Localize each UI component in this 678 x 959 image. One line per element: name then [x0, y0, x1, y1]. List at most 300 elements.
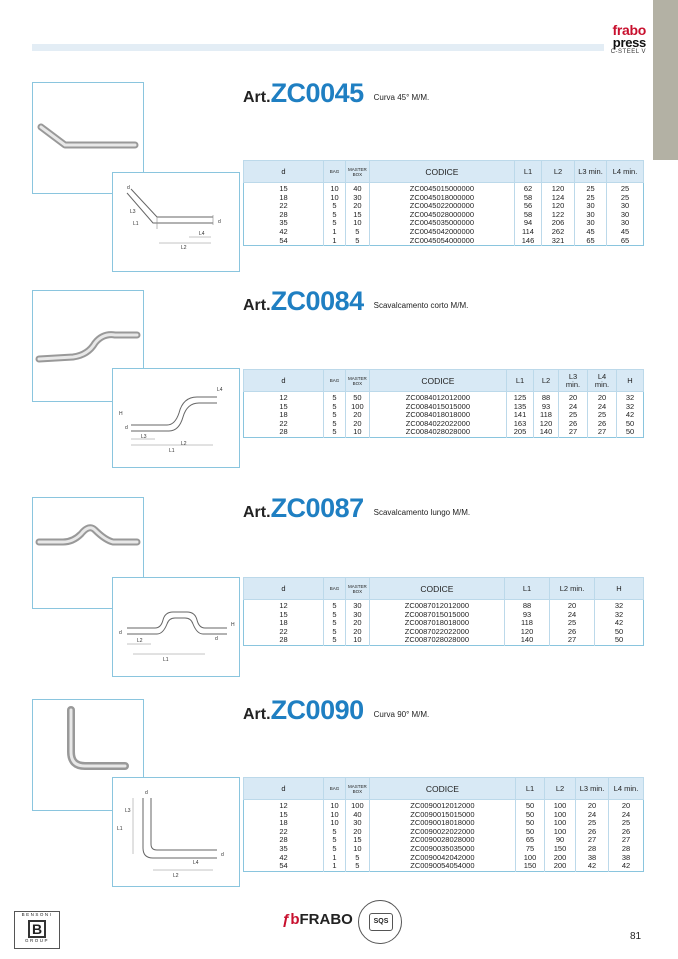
table-cell: ZC0045022000000 — [369, 202, 514, 211]
col-header: MASTER BOX — [346, 778, 370, 800]
table-cell: 5 — [324, 211, 346, 220]
table-cell: 150 — [545, 845, 576, 854]
table-cell: 124 — [542, 194, 575, 203]
col-header: L3 min. — [559, 370, 588, 392]
table-cell: 146 — [515, 237, 542, 246]
table-cell: 12 — [279, 393, 288, 402]
table-cell: 22 — [279, 201, 288, 211]
table-cell: 26 — [576, 828, 609, 837]
table-cell: 200 — [545, 854, 576, 863]
art-prefix: Art. — [243, 504, 271, 521]
table-cell: 120 — [542, 202, 575, 211]
spec-table-zc0084 — [243, 369, 644, 438]
table-cell: 93 — [505, 611, 550, 620]
table-cell: 30 — [346, 194, 370, 203]
table-cell: 25 — [588, 411, 617, 420]
table-cell: 65 — [607, 237, 644, 246]
table-cell: 75 — [516, 845, 545, 854]
table-cell: 118 — [505, 619, 550, 628]
table-cell: 100 — [545, 811, 576, 820]
table-cell: ZC0045035000000 — [369, 219, 514, 228]
table-cell: 88 — [534, 392, 559, 403]
table-cell: ZC0045054000000 — [369, 237, 514, 246]
dim-label: d — [127, 185, 130, 191]
table-cell: 27 — [550, 636, 595, 645]
dim-label: L1 — [163, 657, 169, 663]
col-header: CODICE — [369, 778, 515, 800]
col-header: L4 min. — [607, 161, 644, 183]
table-cell: ZC0084018018000 — [369, 411, 506, 420]
dim-label: d — [119, 630, 122, 636]
table-cell: 141 — [507, 411, 534, 420]
table-cell: 140 — [505, 636, 550, 645]
technical-drawing-zc0087 — [112, 577, 240, 677]
table-cell: 42 — [617, 411, 644, 420]
table-cell: 50 — [516, 819, 545, 828]
table-cell: 22 — [279, 418, 288, 428]
table-cell: 118 — [534, 411, 559, 420]
table-cell: 26 — [609, 828, 644, 837]
table-cell: 135 — [507, 403, 534, 412]
table-cell: 5 — [324, 628, 346, 637]
dim-label: L4 — [199, 231, 205, 237]
col-header: BAG — [324, 578, 346, 600]
table-row — [244, 862, 644, 871]
table-cell: 10 — [324, 811, 346, 820]
col-header: BAG — [324, 370, 346, 392]
table-cell: 5 — [324, 845, 346, 854]
table-cell: 10 — [324, 194, 346, 203]
group-logo-top: BENSONI — [21, 912, 53, 917]
dim-label: L3 — [130, 209, 136, 215]
table-cell: 20 — [346, 202, 370, 211]
table-body — [244, 600, 644, 646]
table-cell: 25 — [609, 819, 644, 828]
frabo-logo — [282, 911, 353, 928]
table-cell: ZC0087018018000 — [369, 619, 504, 628]
table-cell: 12 — [279, 801, 288, 810]
col-header: L2 — [545, 778, 576, 800]
article-code: ZC0045 — [270, 78, 364, 108]
table-cell: 32 — [595, 600, 644, 611]
table-cell: ZC0090028028000 — [369, 836, 515, 845]
col-header: MASTER BOX — [346, 161, 370, 183]
article-description: Scavalcamento lungo M/M. — [373, 508, 471, 517]
table-cell: 20 — [559, 392, 588, 403]
table-cell: 88 — [505, 600, 550, 611]
table-cell: 10 — [324, 819, 346, 828]
table-cell: 26 — [559, 420, 588, 429]
dim-label: L2 — [137, 638, 143, 644]
table-cell: 30 — [575, 202, 607, 211]
table-cell: 40 — [346, 183, 370, 194]
col-header: CODICE — [369, 161, 514, 183]
table-body — [244, 183, 644, 246]
col-header: L2 min. — [550, 578, 595, 600]
table-cell: 58 — [515, 194, 542, 203]
table-cell: 20 — [346, 411, 370, 420]
table-cell: 100 — [346, 403, 370, 412]
table-cell: 206 — [542, 219, 575, 228]
table-cell: 38 — [609, 854, 644, 863]
table-cell: 24 — [550, 611, 595, 620]
dim-label: d — [221, 852, 224, 858]
table-cell: 50 — [617, 420, 644, 429]
table-cell: 24 — [559, 403, 588, 412]
dim-label: d — [145, 790, 148, 796]
technical-drawing-zc0045 — [112, 172, 240, 272]
table-cell: 30 — [575, 211, 607, 220]
dim-label: H — [119, 411, 123, 417]
table-cell: 5 — [324, 428, 346, 437]
table-cell: ZC0087028028000 — [369, 636, 504, 645]
table-cell: 30 — [346, 819, 370, 828]
table-cell: 25 — [607, 194, 644, 203]
col-header: BAG — [324, 778, 346, 800]
table-cell: 27 — [609, 836, 644, 845]
table-cell: 90 — [545, 836, 576, 845]
table-cell: 45 — [575, 228, 607, 237]
col-header: L1 — [516, 778, 545, 800]
group-logo — [14, 911, 60, 949]
table-cell: 5 — [346, 854, 370, 863]
table-cell: 50 — [595, 628, 644, 637]
col-header: d — [244, 370, 324, 392]
table-cell: 163 — [507, 420, 534, 429]
col-header: L3 min. — [576, 778, 609, 800]
section-title-zc0087 — [243, 493, 470, 524]
table-cell: ZC0045028000000 — [369, 211, 514, 220]
table-cell: 321 — [542, 237, 575, 246]
spec-table-zc0045 — [243, 160, 644, 246]
table-cell: 35 — [279, 843, 288, 853]
table-cell: ZC0090022022000 — [369, 828, 515, 837]
table-cell: ZC0090035035000 — [369, 845, 515, 854]
col-header: H — [617, 370, 644, 392]
group-logo-letter: B — [28, 920, 46, 938]
table-cell: 150 — [516, 862, 545, 871]
spec-table-zc0090 — [243, 777, 644, 872]
dim-label: L1 — [117, 826, 123, 832]
table-cell: 28 — [279, 209, 288, 219]
table-cell: 25 — [576, 819, 609, 828]
table-cell: 10 — [346, 845, 370, 854]
top-header-bar — [32, 44, 604, 51]
table-cell: 18 — [279, 618, 288, 628]
table-cell: 50 — [595, 636, 644, 645]
technical-drawing-zc0084 — [112, 368, 240, 468]
table-cell: 30 — [575, 219, 607, 228]
table-cell: 18 — [279, 818, 288, 828]
table-cell: 114 — [515, 228, 542, 237]
col-header: CODICE — [369, 370, 506, 392]
table-cell: 5 — [324, 392, 346, 403]
table-cell: 5 — [324, 420, 346, 429]
spec-table-zc0087 — [243, 577, 644, 646]
table-row — [244, 800, 644, 811]
table-row — [244, 392, 644, 403]
technical-drawing-zc0090 — [112, 777, 240, 887]
table-cell: 45 — [607, 228, 644, 237]
table-cell: 32 — [595, 611, 644, 620]
table-cell: 56 — [515, 202, 542, 211]
table-cell: 22 — [279, 826, 288, 836]
brand-line2: press — [612, 35, 646, 50]
table-cell: 65 — [575, 237, 607, 246]
table-cell: 50 — [346, 392, 370, 403]
table-cell: 35 — [279, 218, 288, 228]
table-cell: 1 — [324, 237, 346, 246]
table-cell: 120 — [505, 628, 550, 637]
table-cell: 50 — [617, 428, 644, 437]
article-description: Curva 45° M/M. — [373, 93, 430, 102]
table-cell: ZC0084015015000 — [369, 403, 506, 412]
dim-label: L2 — [173, 873, 179, 879]
table-cell: 5 — [324, 636, 346, 645]
table-cell: 50 — [516, 828, 545, 837]
article-code: ZC0084 — [270, 286, 364, 316]
seal-text: SQS — [369, 913, 393, 931]
table-cell: 28 — [279, 427, 288, 437]
table-body — [244, 800, 644, 872]
table-cell: ZC0090054054000 — [369, 862, 515, 871]
dim-label: L3 — [141, 434, 147, 440]
article-description: Curva 90° M/M. — [373, 710, 430, 719]
table-cell: ZC0087015015000 — [369, 611, 504, 620]
dim-label: L4 — [193, 860, 199, 866]
table-row — [244, 636, 644, 645]
table-cell: 25 — [559, 411, 588, 420]
article-code: ZC0087 — [270, 493, 364, 523]
table-row — [244, 237, 644, 246]
col-header: d — [244, 161, 324, 183]
table-cell: 5 — [346, 862, 370, 871]
table-cell: 12 — [279, 601, 288, 610]
dim-label: L2 — [181, 441, 187, 447]
table-cell: 30 — [607, 202, 644, 211]
art-prefix: Art. — [243, 297, 271, 314]
table-cell: 22 — [279, 626, 288, 636]
table-cell: 26 — [588, 420, 617, 429]
table-cell: 15 — [279, 184, 288, 193]
dim-label: d — [215, 636, 218, 642]
table-cell: ZC0090042042000 — [369, 854, 515, 863]
table-cell: 20 — [346, 628, 370, 637]
col-header: CODICE — [369, 578, 504, 600]
table-cell: 5 — [324, 202, 346, 211]
art-prefix: Art. — [243, 89, 271, 106]
table-cell: ZC0084022022000 — [369, 420, 506, 429]
table-cell: ZC0045015000000 — [369, 183, 514, 194]
table-cell: 1 — [324, 854, 346, 863]
table-body — [244, 392, 644, 438]
table-cell: 20 — [576, 800, 609, 811]
table-cell: 5 — [324, 600, 346, 611]
art-prefix: Art. — [243, 706, 271, 723]
group-logo-bottom: GROUP — [24, 938, 49, 943]
dim-label: L1 — [169, 448, 175, 454]
table-cell: 26 — [550, 628, 595, 637]
table-cell: 5 — [324, 611, 346, 620]
table-cell: 10 — [346, 636, 370, 645]
table-cell: 100 — [545, 800, 576, 811]
table-cell: 5 — [324, 828, 346, 837]
table-cell: 54 — [279, 861, 288, 871]
table-cell: 20 — [588, 392, 617, 403]
table-cell: 24 — [576, 811, 609, 820]
table-cell: 65 — [516, 836, 545, 845]
table-cell: 122 — [542, 211, 575, 220]
table-row — [244, 600, 644, 611]
table-cell: 28 — [609, 845, 644, 854]
table-cell: 120 — [534, 420, 559, 429]
table-cell: 58 — [515, 211, 542, 220]
table-cell: 50 — [516, 800, 545, 811]
table-cell: 20 — [346, 420, 370, 429]
frabo-mark-icon: ƒb — [282, 911, 300, 928]
section-title-zc0090 — [243, 695, 429, 726]
table-cell: 50 — [516, 811, 545, 820]
table-cell: 28 — [279, 635, 288, 645]
table-cell: 15 — [279, 401, 288, 411]
col-header: L1 — [507, 370, 534, 392]
table-cell: 38 — [576, 854, 609, 863]
table-cell: 27 — [588, 428, 617, 437]
table-cell: 30 — [607, 211, 644, 220]
table-cell: 30 — [607, 219, 644, 228]
table-cell: ZC0084028028000 — [369, 428, 506, 437]
table-cell: ZC0087022022000 — [369, 628, 504, 637]
dim-label: L1 — [133, 221, 139, 227]
table-cell: 100 — [545, 828, 576, 837]
table-cell: 40 — [346, 811, 370, 820]
table-cell: 262 — [542, 228, 575, 237]
table-cell: 10 — [346, 428, 370, 437]
table-cell: 25 — [575, 183, 607, 194]
table-row — [244, 183, 644, 194]
table-cell: ZC0045018000000 — [369, 194, 514, 203]
brand-logo — [586, 24, 646, 56]
col-header: L4 min. — [609, 778, 644, 800]
table-cell: 15 — [346, 836, 370, 845]
article-code: ZC0090 — [270, 695, 364, 725]
brand-line1: frabo — [612, 22, 646, 38]
table-cell: 10 — [346, 219, 370, 228]
dim-label: d — [218, 219, 221, 225]
table-cell: 18 — [279, 192, 288, 202]
certification-seal — [358, 900, 402, 944]
table-cell: 1 — [324, 228, 346, 237]
col-header: MASTER BOX — [346, 578, 370, 600]
table-cell: 100 — [545, 819, 576, 828]
table-cell: 28 — [576, 845, 609, 854]
table-cell: ZC0045042000000 — [369, 228, 514, 237]
side-tab — [653, 0, 678, 160]
col-header: L1 — [505, 578, 550, 600]
table-cell: 30 — [346, 600, 370, 611]
table-cell: 5 — [324, 619, 346, 628]
col-header: L3 min. — [575, 161, 607, 183]
table-cell: 42 — [609, 862, 644, 871]
col-header: L1 — [515, 161, 542, 183]
col-header: L2 — [542, 161, 575, 183]
table-cell: 205 — [507, 428, 534, 437]
table-cell: 10 — [324, 800, 346, 811]
table-cell: 54 — [279, 235, 288, 245]
table-cell: 5 — [346, 228, 370, 237]
table-cell: 5 — [324, 411, 346, 420]
table-cell: 5 — [346, 237, 370, 246]
table-cell: 5 — [324, 836, 346, 845]
article-description: Scavalcamento corto M/M. — [373, 301, 469, 310]
table-cell: 94 — [515, 219, 542, 228]
table-cell: 42 — [595, 619, 644, 628]
frabo-logo-text: FRABO — [299, 911, 353, 928]
table-cell: 25 — [575, 194, 607, 203]
table-cell: 18 — [279, 410, 288, 420]
table-cell: 20 — [346, 828, 370, 837]
table-cell: 1 — [324, 862, 346, 871]
dim-label: L3 — [125, 808, 131, 814]
dim-label: L2 — [181, 245, 187, 251]
table-cell: 62 — [515, 183, 542, 194]
table-cell: ZC0090015015000 — [369, 811, 515, 820]
table-cell: 125 — [507, 392, 534, 403]
table-cell: 10 — [324, 183, 346, 194]
table-cell: 32 — [617, 392, 644, 403]
dim-label: d — [125, 425, 128, 431]
section-title-zc0045 — [243, 78, 429, 109]
brand-line3: C-STEEL V — [610, 49, 646, 55]
table-cell: 20 — [346, 619, 370, 628]
table-cell: 24 — [588, 403, 617, 412]
table-cell: 30 — [346, 611, 370, 620]
table-cell: 120 — [542, 183, 575, 194]
table-cell: 200 — [545, 862, 576, 871]
table-cell: 15 — [346, 211, 370, 220]
col-header: BAG — [324, 161, 346, 183]
col-header: d — [244, 778, 324, 800]
table-cell: 100 — [516, 854, 545, 863]
table-cell: 42 — [279, 226, 288, 236]
table-cell: 15 — [279, 609, 288, 619]
col-header: MASTER BOX — [346, 370, 370, 392]
table-cell: 93 — [534, 403, 559, 412]
table-row — [244, 428, 644, 437]
dim-label: L4 — [217, 387, 223, 393]
table-cell: 5 — [324, 219, 346, 228]
table-cell: 25 — [550, 619, 595, 628]
table-cell: 27 — [559, 428, 588, 437]
table-cell: 100 — [346, 800, 370, 811]
table-cell: 32 — [617, 403, 644, 412]
col-header: L2 — [534, 370, 559, 392]
table-cell: 42 — [576, 862, 609, 871]
section-title-zc0084 — [243, 286, 468, 317]
table-cell: 5 — [324, 403, 346, 412]
table-cell: 27 — [576, 836, 609, 845]
table-cell: 25 — [607, 183, 644, 194]
table-cell: ZC0090018018000 — [369, 819, 515, 828]
page-number: 81 — [630, 931, 642, 942]
col-header: d — [244, 578, 324, 600]
table-cell: 24 — [609, 811, 644, 820]
col-header: H — [595, 578, 644, 600]
col-header: L4 min. — [588, 370, 617, 392]
dim-label: H — [231, 622, 235, 628]
table-cell: 140 — [534, 428, 559, 437]
table-cell: 20 — [550, 600, 595, 611]
